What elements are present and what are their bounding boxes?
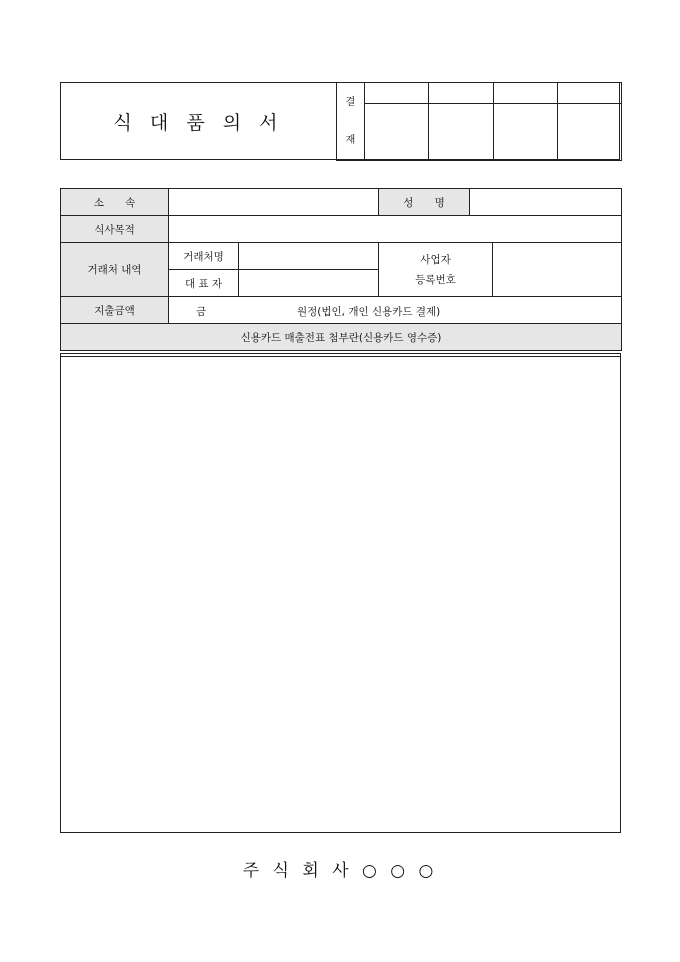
representative-label: 대 표 자 — [169, 270, 239, 297]
document-title: 식 대 품 의 서 — [113, 111, 284, 134]
approval-title-cell-2[interactable] — [429, 83, 493, 104]
amount-prefix: 금 — [196, 306, 207, 318]
expense-label: 지출금액 — [61, 297, 169, 324]
vendor-label: 거래처 내역 — [61, 243, 169, 297]
approval-table — [336, 82, 622, 161]
meal-purpose-field[interactable] — [169, 216, 622, 243]
attachment-header: 신용카드 매출전표 첨부란(신용카드 영수증) — [61, 324, 622, 351]
vendor-name-field[interactable] — [239, 243, 379, 270]
representative-field[interactable] — [239, 270, 379, 297]
business-reg-label — [379, 243, 493, 297]
approval-sign-cell-1[interactable] — [365, 104, 429, 161]
company-name: 주 식 회 사 ○ ○ ○ — [242, 861, 438, 881]
approval-label — [337, 83, 365, 161]
approval-title-cell-3[interactable] — [493, 83, 557, 104]
business-reg-field[interactable] — [493, 243, 622, 297]
meal-purpose-label: 식사목적 — [61, 216, 169, 243]
approval-sign-cell-2[interactable] — [429, 104, 493, 161]
expense-amount-field[interactable] — [169, 297, 622, 324]
receipt-attachment-area[interactable] — [60, 353, 621, 833]
approval-sign-cell-4[interactable] — [557, 104, 621, 161]
vendor-name-label: 거래처명 — [169, 243, 239, 270]
business-reg-label-line2: 등록번호 — [415, 273, 456, 286]
business-reg-label-line1: 사업자 — [420, 253, 451, 266]
approval-label-top: 결 — [345, 96, 356, 108]
meal-form-table — [60, 188, 622, 351]
approval-title-cell-4[interactable] — [557, 83, 621, 104]
name-label: 성 명 — [379, 189, 470, 216]
affiliation-field[interactable] — [169, 189, 379, 216]
approval-sign-cell-3[interactable] — [493, 104, 557, 161]
affiliation-label: 소 속 — [61, 189, 169, 216]
title-approval-box — [60, 82, 620, 160]
approval-label-bottom: 재 — [345, 134, 356, 146]
name-field[interactable] — [470, 189, 622, 216]
approval-title-cell-1[interactable] — [365, 83, 429, 104]
amount-suffix: 원정(법인, 개인 신용카드 결제) — [297, 306, 441, 318]
